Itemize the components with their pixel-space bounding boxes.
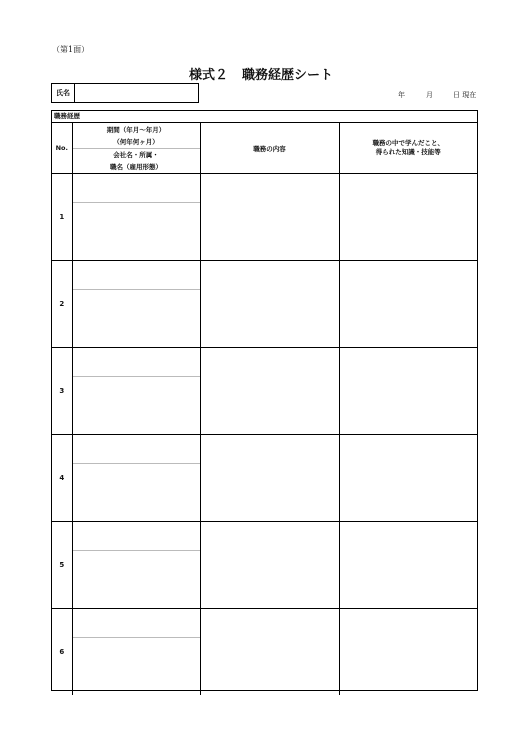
period-cell[interactable] xyxy=(72,522,200,609)
period-field[interactable] xyxy=(73,435,200,464)
learned-cell[interactable] xyxy=(339,609,477,696)
row-number: 2 xyxy=(52,261,72,348)
table-header-row xyxy=(52,123,477,174)
row-number: 1 xyxy=(52,174,72,261)
name-field[interactable] xyxy=(75,84,198,102)
period-cell[interactable] xyxy=(72,609,200,696)
row-number: 6 xyxy=(52,609,72,696)
page-label: （第1面） xyxy=(52,45,90,54)
career-history-table xyxy=(51,110,478,691)
header-learned-line1: 職務の中で学んだこと、 xyxy=(372,139,444,147)
period-field[interactable] xyxy=(73,609,200,638)
period-field[interactable] xyxy=(73,261,200,290)
header-no: No. xyxy=(52,123,72,174)
row-number: 3 xyxy=(52,348,72,435)
row-number: 4 xyxy=(52,435,72,522)
period-cell[interactable] xyxy=(72,261,200,348)
name-box xyxy=(51,83,199,103)
section-label: 職務経歴 xyxy=(52,111,477,123)
learned-cell[interactable] xyxy=(339,522,477,609)
header-company-line1: 会社名・所属・ xyxy=(113,151,159,160)
period-cell[interactable] xyxy=(72,174,200,261)
table-row xyxy=(52,261,477,348)
duties-cell[interactable] xyxy=(200,348,339,435)
table-row xyxy=(52,609,477,696)
name-label: 氏名 xyxy=(52,84,75,102)
table-row xyxy=(52,435,477,522)
duties-cell[interactable] xyxy=(200,174,339,261)
learned-cell[interactable] xyxy=(339,348,477,435)
period-field[interactable] xyxy=(73,174,200,203)
learned-cell[interactable] xyxy=(339,174,477,261)
page-title xyxy=(0,64,522,83)
period-cell[interactable] xyxy=(72,435,200,522)
table-row xyxy=(52,522,477,609)
duties-cell[interactable] xyxy=(200,435,339,522)
header-period-line1: 期間（年月～年月） xyxy=(106,125,166,134)
table-row xyxy=(52,174,477,261)
learned-cell[interactable] xyxy=(339,261,477,348)
learned-cell[interactable] xyxy=(339,435,477,522)
duties-cell[interactable] xyxy=(200,261,339,348)
date-year: 年 xyxy=(398,91,405,99)
period-field[interactable] xyxy=(73,522,200,551)
form-number: 様式２ xyxy=(188,68,228,83)
period-cell[interactable] xyxy=(72,348,200,435)
header-company-line2: 職名（雇用形態） xyxy=(110,163,162,172)
form-name: 職務経歴シート xyxy=(242,68,334,83)
duties-cell[interactable] xyxy=(200,609,339,696)
header-period xyxy=(72,123,200,174)
date-month: 月 xyxy=(426,91,433,99)
header-learned xyxy=(339,123,477,174)
date-day: 日 現在 xyxy=(453,91,477,99)
header-duties: 職務の内容 xyxy=(200,123,339,174)
table-row xyxy=(52,348,477,435)
duties-cell[interactable] xyxy=(200,522,339,609)
header-period-line2: （何年何ヶ月） xyxy=(113,137,159,146)
period-field[interactable] xyxy=(73,348,200,377)
header-learned-line2: 得られた知識・技能等 xyxy=(375,148,441,156)
row-number: 5 xyxy=(52,522,72,609)
